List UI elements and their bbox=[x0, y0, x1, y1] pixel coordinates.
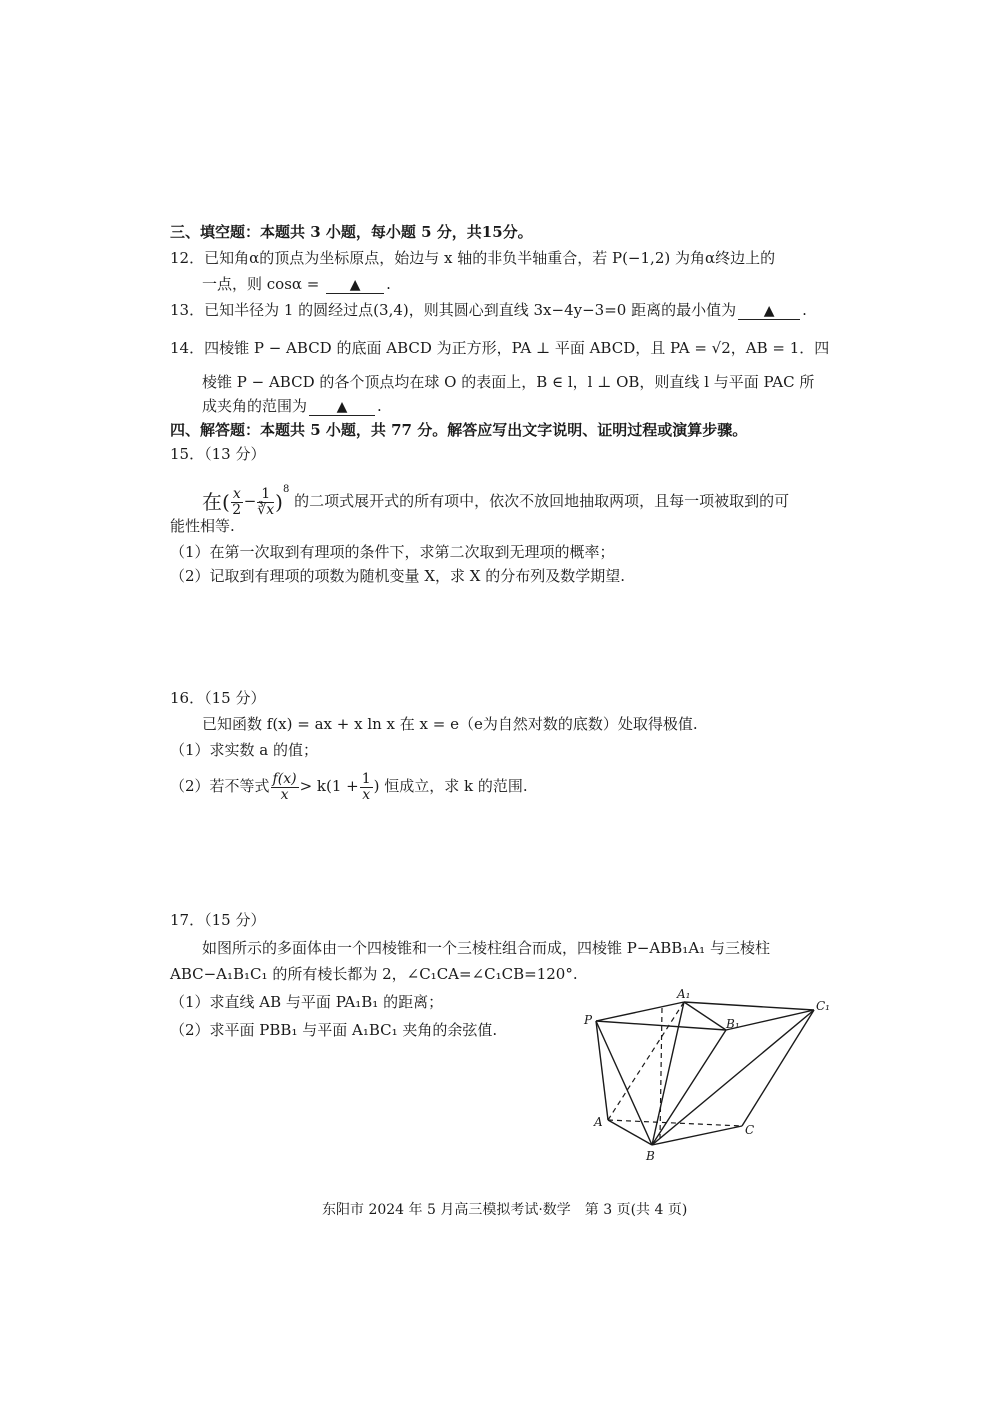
label-A: A bbox=[594, 1115, 603, 1129]
edge-C1-C bbox=[742, 1010, 814, 1126]
edge-P-A1 bbox=[596, 1002, 684, 1021]
edge-B-C bbox=[652, 1126, 742, 1145]
triangle-marker: ▲ bbox=[349, 277, 361, 293]
period: . bbox=[802, 301, 807, 319]
question-number: 14． bbox=[170, 339, 205, 357]
question-17-part-1: （1）求直线 AB 与平面 PA₁B₁ 的距离； bbox=[170, 993, 444, 1011]
label-P: P bbox=[584, 1013, 593, 1027]
period: . bbox=[377, 397, 382, 415]
edge-B1-B bbox=[652, 1030, 726, 1145]
fraction-denominator: 2 bbox=[232, 501, 242, 518]
section3-heading: 三、填空题：本题共 3 小题，每小题 5 分，共15分。 bbox=[170, 223, 533, 241]
exponent: 8 bbox=[282, 484, 290, 495]
question-number: 13． bbox=[170, 301, 205, 319]
question-17-line-2: ABC−A₁B₁C₁ 的所有棱长都为 2，∠C₁CA=∠C₁CB=120°. bbox=[170, 965, 578, 983]
question-16-title: 16．（15 分） bbox=[170, 689, 266, 707]
open-paren: 在( bbox=[202, 490, 230, 514]
question-text: 四棱锥 P − ABCD 的底面 ABCD 为正方形，PA ⊥ 平面 ABCD，且 PA = √2，AB = 1．四 bbox=[204, 339, 830, 357]
fraction-numerator: f(x) bbox=[272, 770, 297, 787]
section4-heading: 四、解答题：本题共 5 小题，共 77 分。解答应写出文字说明、证明过程或演算步骤。 bbox=[170, 421, 748, 439]
question-number: 12． bbox=[170, 249, 205, 267]
label-A1: A₁ bbox=[677, 987, 691, 1001]
question-text: > k(1 + bbox=[299, 777, 359, 795]
minus-sign: − bbox=[243, 492, 257, 510]
label-B: B bbox=[646, 1149, 655, 1163]
triangle-marker: ▲ bbox=[763, 303, 775, 319]
edge-P-B bbox=[596, 1021, 652, 1145]
fraction-denominator: ∛x bbox=[257, 501, 275, 518]
question-15-part-1: （1）在第一次取到有理项的条件下，求第二次取到无理项的概率； bbox=[170, 543, 615, 561]
fraction-numerator: x bbox=[232, 485, 241, 502]
question-15-intro-line-2: 能性相等. bbox=[170, 517, 235, 535]
fraction-numerator: 1 bbox=[361, 770, 371, 787]
question-15-part-2: （2）记取到有理项的项数为随机变量 X，求 X 的分布列及数学期望. bbox=[170, 567, 625, 585]
fraction-numerator: 1 bbox=[257, 487, 274, 503]
question-16-part-1: （1）求实数 a 的值； bbox=[170, 741, 319, 759]
question-14-line-2: 棱锥 P − ABCD 的各个顶点均在球 O 的表面上，B ∈ l，l ⊥ OB，则直线 l 与平面 PAC 所 bbox=[202, 373, 815, 391]
question-17-part-2: （2）求平面 PBB₁ 与平面 A₁BC₁ 夹角的余弦值. bbox=[170, 1021, 498, 1039]
hidden-line-dashed bbox=[660, 1008, 662, 1138]
question-text: 成夹角的范围为 bbox=[202, 397, 308, 415]
period: . bbox=[386, 275, 391, 293]
question-17-line-1: 如图所示的多面体由一个四棱锥和一个三棱柱组合而成，四棱锥 P−ABB₁A₁ 与三棱柱 bbox=[202, 939, 770, 957]
edge-A1-B1 bbox=[684, 1002, 726, 1030]
label-C: C bbox=[745, 1123, 755, 1137]
edge-A-B bbox=[608, 1120, 652, 1145]
triangle-marker: ▲ bbox=[336, 399, 348, 415]
question-text: ) 恒成立，求 k 的范围. bbox=[373, 777, 528, 795]
question-text: 一点，则 cosα = bbox=[202, 275, 325, 293]
edge-P-B1 bbox=[596, 1021, 726, 1030]
edge-A1-B bbox=[652, 1002, 684, 1145]
label-C1: C₁ bbox=[816, 999, 830, 1013]
question-text: 已知半径为 1 的圆经过点(3,4)，则其圆心到直线 3x−4y−3=0 距离的最小值为 bbox=[204, 301, 737, 319]
fraction-denominator: x bbox=[280, 786, 289, 803]
page-footer: 东阳市 2024 年 5 月高三模拟考试·数学 第 3 页(共 4 页) bbox=[322, 1202, 688, 1218]
edge-A1-C1 bbox=[684, 1002, 814, 1010]
edge-A-A1-dashed bbox=[608, 1002, 684, 1120]
question-text: （2）若不等式 bbox=[170, 777, 270, 795]
question-17-title: 17．（15 分） bbox=[170, 911, 266, 929]
fraction-denominator: x bbox=[362, 786, 371, 803]
question-text: 的二项式展开式的所有项中，依次不放回地抽取两项，且每一项被取到的可 bbox=[289, 492, 790, 510]
close-paren: ) bbox=[275, 490, 283, 514]
label-B1: B₁ bbox=[726, 1017, 740, 1031]
question-text: 已知角α的顶点为坐标原点，始边与 x 轴的非负半轴重合，若 P(−1,2) 为角α终边上的 bbox=[204, 249, 776, 267]
question-15-title: 15．（13 分） bbox=[170, 445, 266, 463]
question-16-intro: 已知函数 f(x) = ax + x ln x 在 x = e（e为自然对数的底数）处取得极值. bbox=[202, 715, 698, 733]
